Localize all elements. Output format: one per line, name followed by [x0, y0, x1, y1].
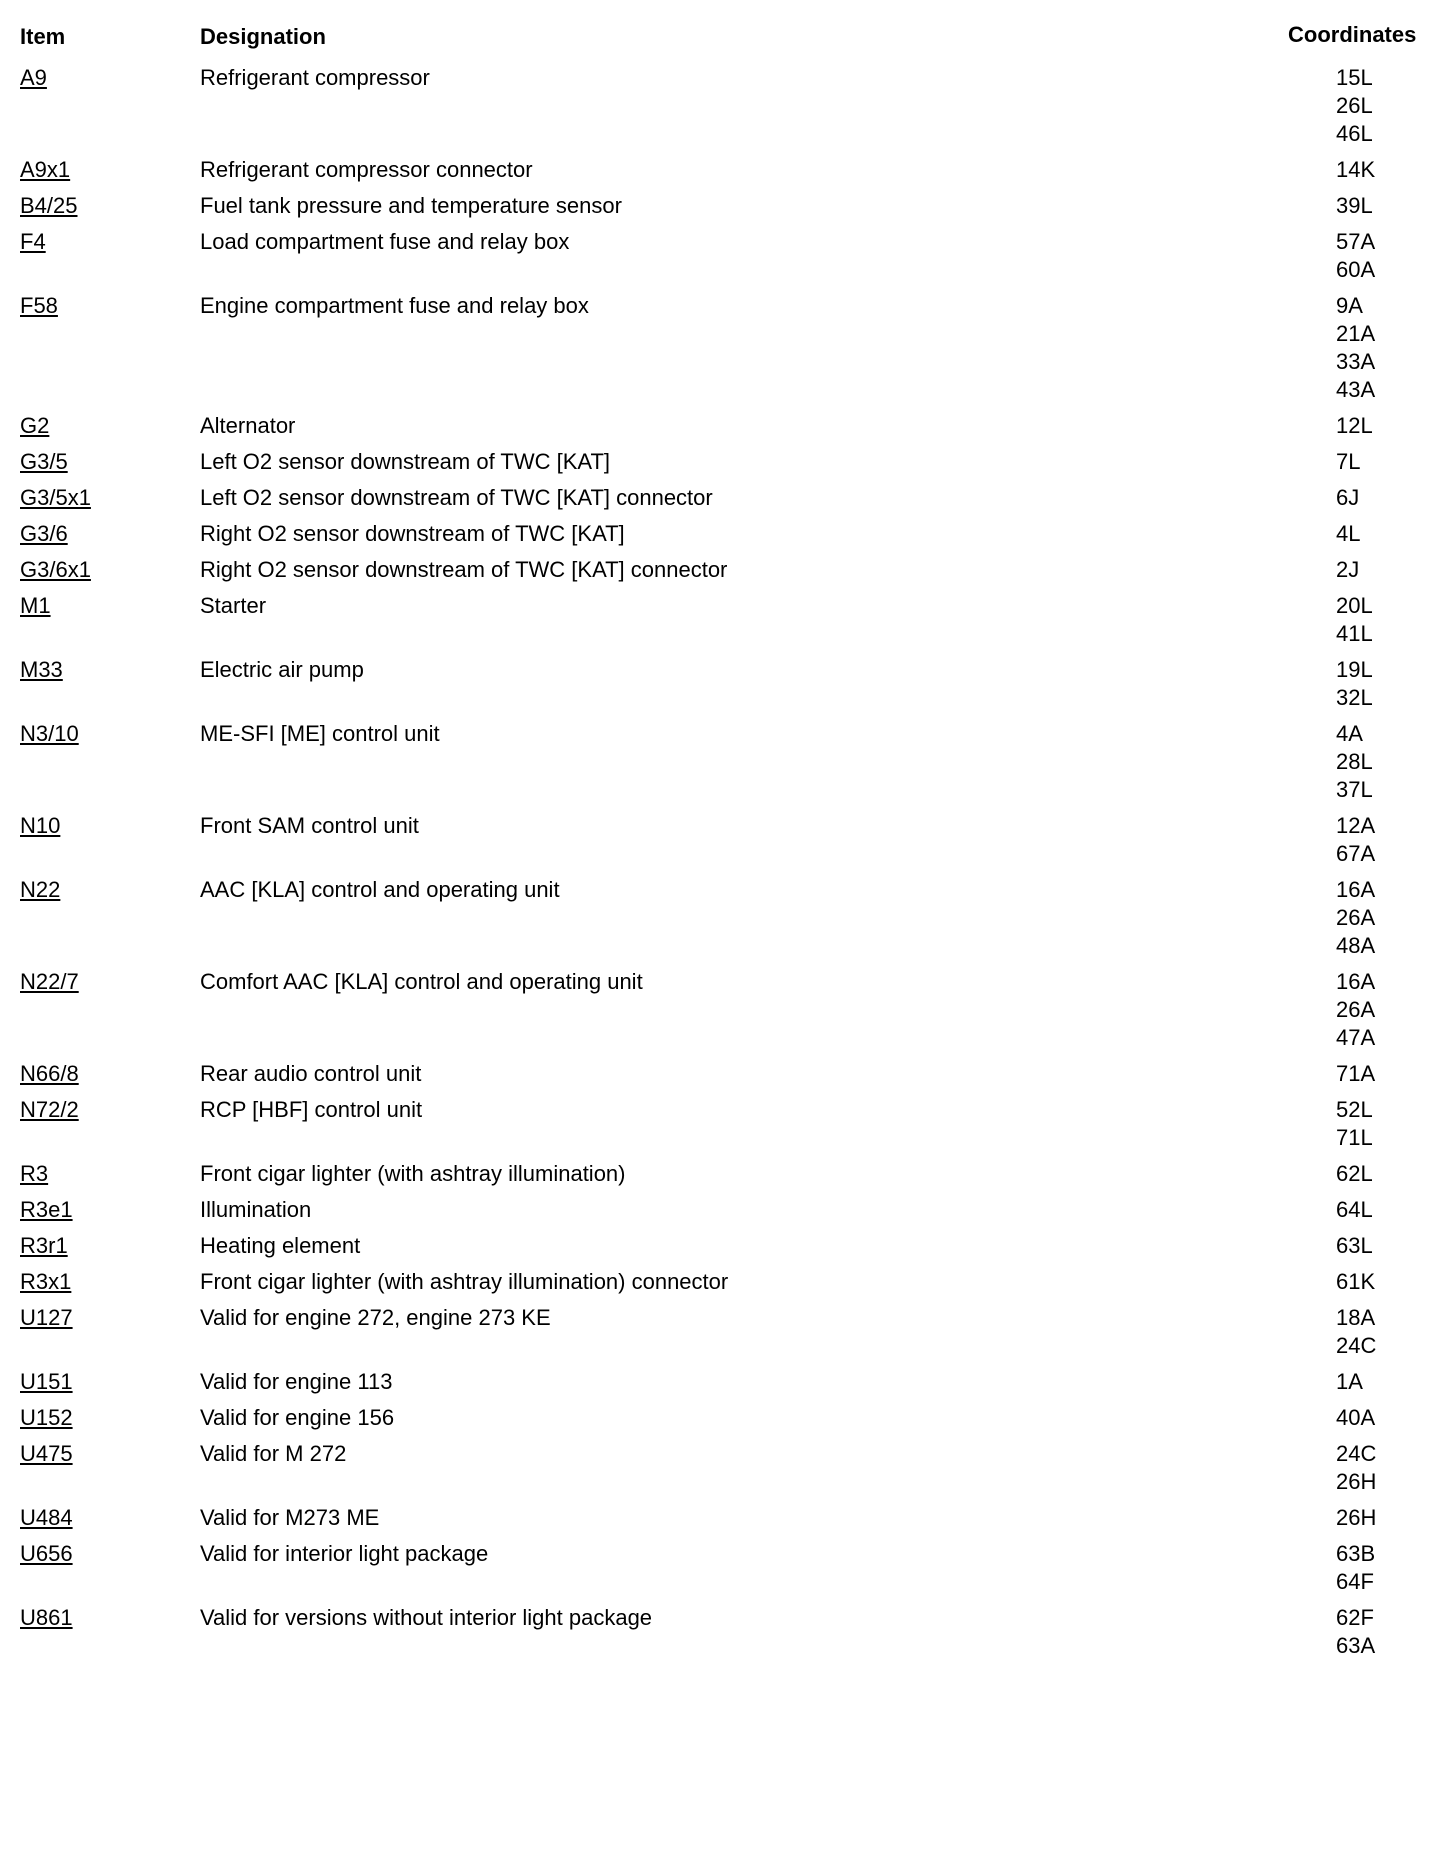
designation-text: Left O2 sensor downstream of TWC [KAT] connector: [200, 485, 713, 510]
item-link[interactable]: M33: [20, 657, 63, 682]
item-link[interactable]: U484: [20, 1505, 73, 1530]
table-row: [20, 448, 1430, 484]
coordinates-cell: [1336, 1604, 1375, 1660]
table-row: [20, 156, 1430, 192]
table-row: [20, 520, 1430, 556]
coordinate-value: 14K: [1336, 157, 1376, 182]
coordinates-cell: [1336, 720, 1373, 804]
item-link[interactable]: B4/25: [20, 193, 78, 218]
table-row: [20, 1440, 1430, 1504]
coordinate-value: 39L: [1336, 193, 1373, 218]
coordinate-value: 28L: [1336, 749, 1373, 774]
coordinate-value: 26A: [1336, 905, 1376, 930]
table-row: [20, 1540, 1430, 1604]
coordinate-value: 26A: [1336, 997, 1376, 1022]
coordinate-value: 7L: [1336, 449, 1361, 474]
item-link[interactable]: N72/2: [20, 1097, 79, 1122]
table-body: [20, 64, 1430, 1668]
designation-text: Engine compartment fuse and relay box: [200, 293, 589, 318]
table-row: [20, 1604, 1430, 1668]
coordinate-value: 26L: [1336, 93, 1373, 118]
designation-text: Valid for engine 156: [200, 1405, 395, 1430]
coordinate-value: 43A: [1336, 377, 1376, 402]
table-row: [20, 1368, 1430, 1404]
coordinate-value: 63A: [1336, 1633, 1376, 1658]
designation-text: Rear audio control unit: [200, 1061, 422, 1086]
table-row: [20, 1060, 1430, 1096]
coordinate-value: 61K: [1336, 1269, 1376, 1294]
coordinate-value: 24C: [1336, 1441, 1377, 1466]
item-link[interactable]: A9x1: [20, 157, 71, 182]
coordinate-value: 47A: [1336, 1025, 1376, 1050]
coordinates-cell: [1336, 812, 1375, 868]
coordinate-value: 26H: [1336, 1469, 1377, 1494]
coordinates-cell: [1336, 1096, 1373, 1152]
item-link[interactable]: U151: [20, 1369, 73, 1394]
coordinate-value: 4A: [1336, 721, 1363, 746]
table-row: [20, 656, 1430, 720]
coordinate-value: 40A: [1336, 1405, 1376, 1430]
coordinate-value: 37L: [1336, 777, 1373, 802]
item-link[interactable]: F58: [20, 293, 58, 318]
coordinate-value: 41L: [1336, 621, 1373, 646]
table-row: [20, 968, 1430, 1060]
coordinates-cell: [1336, 484, 1359, 512]
column-header-designation: Designation: [200, 24, 326, 49]
coordinates-cell: [1336, 1440, 1376, 1496]
table-row: [20, 1196, 1430, 1232]
column-header-item: Item: [20, 24, 66, 49]
coordinate-value: 12L: [1336, 413, 1373, 438]
coordinate-value: 26H: [1336, 1505, 1377, 1530]
item-link[interactable]: N22/7: [20, 969, 79, 994]
coordinate-value: 46L: [1336, 121, 1373, 146]
table-row: [20, 556, 1430, 592]
table-row: [20, 412, 1430, 448]
coordinate-value: 32L: [1336, 685, 1373, 710]
coordinate-value: 16A: [1336, 969, 1376, 994]
designation-text: Front cigar lighter (with ashtray illumination) connector: [200, 1269, 729, 1294]
coordinate-value: 33A: [1336, 349, 1376, 374]
designation-text: Left O2 sensor downstream of TWC [KAT]: [200, 449, 610, 474]
coordinates-cell: [1336, 1060, 1375, 1088]
item-link[interactable]: U152: [20, 1405, 73, 1430]
coordinate-value: 64L: [1336, 1197, 1373, 1222]
designation-text: RCP [HBF] control unit: [200, 1097, 423, 1122]
coordinates-cell: [1336, 156, 1375, 184]
coordinates-cell: [1336, 1404, 1375, 1432]
table-row: [20, 1304, 1430, 1368]
coordinates-cell: [1336, 228, 1375, 284]
designation-text: Valid for versions without interior light package: [200, 1605, 653, 1630]
coordinates-cell: [1336, 292, 1375, 404]
table-header: [20, 22, 1430, 64]
item-link[interactable]: R3: [20, 1161, 49, 1186]
coordinate-value: 62F: [1336, 1605, 1374, 1630]
table-row: [20, 484, 1430, 520]
designation-text: Alternator: [200, 413, 296, 438]
item-link[interactable]: U127: [20, 1305, 73, 1330]
designation-text: AAC [KLA] control and operating unit: [200, 877, 560, 902]
coordinate-value: 62L: [1336, 1161, 1373, 1186]
coordinate-value: 21A: [1336, 321, 1376, 346]
designation-text: Valid for interior light package: [200, 1541, 489, 1566]
item-link[interactable]: R3x1: [20, 1269, 72, 1294]
designation-text: Starter: [200, 593, 267, 618]
item-link[interactable]: R3r1: [20, 1233, 68, 1258]
coordinate-value: 4L: [1336, 521, 1361, 546]
coordinates-cell: [1336, 192, 1373, 220]
coordinate-value: 2J: [1336, 557, 1360, 582]
item-link[interactable]: N10: [20, 813, 61, 838]
item-link[interactable]: U656: [20, 1541, 73, 1566]
designation-text: Refrigerant compressor: [200, 65, 430, 90]
item-link[interactable]: G2: [20, 413, 50, 438]
designation-text: Load compartment fuse and relay box: [200, 229, 570, 254]
coordinate-value: 67A: [1336, 841, 1376, 866]
coordinates-cell: [1336, 448, 1360, 476]
item-link[interactable]: G3/5x1: [20, 485, 91, 510]
coordinate-value: 24C: [1336, 1333, 1377, 1358]
item-link[interactable]: N66/8: [20, 1061, 79, 1086]
table-row: [20, 720, 1430, 812]
item-link[interactable]: N22: [20, 877, 61, 902]
table-row: [20, 64, 1430, 156]
designation-text: Valid for engine 272, engine 273 KE: [200, 1305, 551, 1330]
designation-text: Front SAM control unit: [200, 813, 419, 838]
designation-text: Valid for M 272: [200, 1441, 347, 1466]
table-row: [20, 1404, 1430, 1440]
coordinate-value: 20L: [1336, 593, 1373, 618]
coordinate-value: 6J: [1336, 485, 1360, 510]
designation-text: Comfort AAC [KLA] control and operating unit: [200, 969, 643, 994]
coordinates-cell: [1336, 1196, 1373, 1224]
coordinates-cell: [1336, 1504, 1376, 1532]
designation-text: Valid for M273 ME: [200, 1505, 380, 1530]
item-link[interactable]: U861: [20, 1605, 73, 1630]
coordinates-cell: [1336, 1540, 1375, 1596]
coordinate-value: 48A: [1336, 933, 1376, 958]
coordinate-value: 19L: [1336, 657, 1373, 682]
designation-text: Fuel tank pressure and temperature sensor: [200, 193, 622, 218]
item-link[interactable]: G3/5: [20, 449, 68, 474]
coordinate-value: 57A: [1336, 229, 1376, 254]
item-link[interactable]: F4: [20, 229, 46, 254]
component-legend-table: [20, 22, 1430, 1668]
designation-text: Valid for engine 113: [200, 1369, 393, 1394]
coordinates-cell: [1336, 1368, 1363, 1396]
coordinate-value: 64F: [1336, 1569, 1374, 1594]
table-row: [20, 1504, 1430, 1540]
coordinate-value: 15L: [1336, 65, 1373, 90]
designation-text: ME-SFI [ME] control unit: [200, 721, 440, 746]
table-row: [20, 1268, 1430, 1304]
coordinate-value: 16A: [1336, 877, 1376, 902]
coordinates-cell: [1336, 656, 1373, 712]
table-row: [20, 292, 1430, 412]
coordinate-value: 71L: [1336, 1125, 1373, 1150]
designation-text: Heating element: [200, 1233, 361, 1258]
item-link[interactable]: G3/6: [20, 521, 68, 546]
column-header-coordinates: Coordinates: [1288, 22, 1417, 47]
coordinate-value: 18A: [1336, 1305, 1376, 1330]
coordinates-cell: [1336, 520, 1360, 548]
coordinate-value: 52L: [1336, 1097, 1373, 1122]
table-row: [20, 1232, 1430, 1268]
designation-text: Right O2 sensor downstream of TWC [KAT]: [200, 521, 625, 546]
table-row: [20, 876, 1430, 968]
designation-text: Front cigar lighter (with ashtray illumination): [200, 1161, 626, 1186]
table-row: [20, 812, 1430, 876]
coordinate-value: 63B: [1336, 1541, 1376, 1566]
table-row: [20, 1096, 1430, 1160]
coordinates-cell: [1336, 876, 1375, 960]
item-link[interactable]: A9: [20, 65, 47, 90]
coordinate-value: 60A: [1336, 257, 1376, 282]
coordinates-cell: [1336, 1160, 1373, 1188]
coordinate-value: 71A: [1336, 1061, 1376, 1086]
item-link[interactable]: G3/6x1: [20, 557, 91, 582]
coordinate-value: 9A: [1336, 293, 1363, 318]
coordinates-cell: [1336, 64, 1373, 148]
designation-text: Illumination: [200, 1197, 312, 1222]
item-link[interactable]: M1: [20, 593, 51, 618]
table-row: [20, 228, 1430, 292]
item-link[interactable]: R3e1: [20, 1197, 73, 1222]
table-row: [20, 192, 1430, 228]
coordinates-cell: [1336, 556, 1359, 584]
coordinates-cell: [1336, 592, 1373, 648]
table-row: [20, 1160, 1430, 1196]
item-link[interactable]: N3/10: [20, 721, 79, 746]
table-row: [20, 592, 1430, 656]
coordinate-value: 12A: [1336, 813, 1376, 838]
designation-text: Right O2 sensor downstream of TWC [KAT] connector: [200, 557, 728, 582]
coordinate-value: 1A: [1336, 1369, 1363, 1394]
coordinates-cell: [1336, 1232, 1373, 1260]
coordinates-cell: [1336, 968, 1375, 1052]
coordinates-cell: [1336, 412, 1373, 440]
item-link[interactable]: U475: [20, 1441, 73, 1466]
designation-text: Refrigerant compressor connector: [200, 157, 533, 182]
coordinates-cell: [1336, 1268, 1375, 1296]
coordinate-value: 63L: [1336, 1233, 1373, 1258]
coordinates-cell: [1336, 1304, 1376, 1360]
designation-text: Electric air pump: [200, 657, 364, 682]
